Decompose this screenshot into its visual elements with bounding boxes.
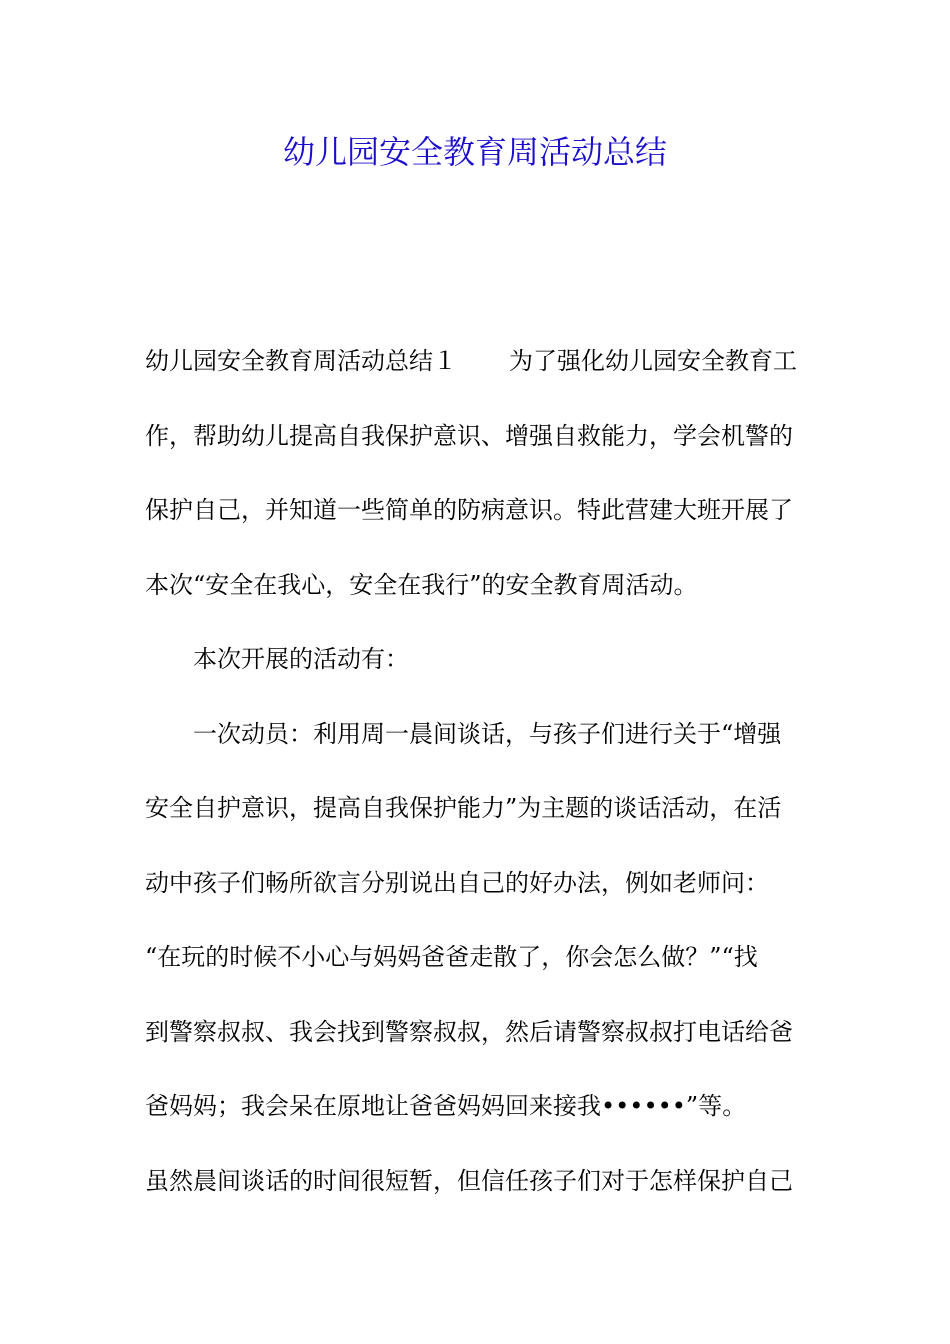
paragraph-line-10: 到警察叔叔、我会找到警察叔叔，然后请警察叔叔打电话给爸: [145, 1018, 793, 1046]
paragraph-line-8: 动中孩子们畅所欲言分别说出自己的好办法，例如老师问：: [145, 869, 769, 897]
paragraph-line-1: [145, 343, 835, 379]
paragraph-line-12: 虽然晨间谈话的时间很短暂，但信任孩子们对于怎样保护自己: [145, 1167, 793, 1195]
paragraph-line-6: 一次动员：利用周一晨间谈话，与孩子们进行关于“增强: [193, 720, 782, 748]
paragraph-line-4: 本次“安全在我心，安全在我行”的安全教育周活动。: [145, 571, 698, 599]
paragraph-line-9: “在玩的时候不小心与妈妈爸爸走散了，你会怎么做？”“找: [145, 943, 758, 971]
paragraph-line-7: 安全自护意识，提高自我保护能力”为主题的谈话活动，在活: [145, 794, 782, 822]
paragraph-line-11: 爸妈妈；我会呆在原地让爸爸妈妈回来接我••••••”等。: [145, 1092, 747, 1120]
section-heading: 幼儿园安全教育周活动总结１: [145, 347, 457, 375]
paragraph-line-2: 作，帮助幼儿提高自我保护意识、增强自救能力，学会机警的: [145, 422, 793, 450]
document-title: 幼儿园安全教育周活动总结: [282, 133, 667, 171]
paragraph-text: 为了强化幼儿园安全教育工: [509, 347, 797, 375]
paragraph-line-3: 保护自己，并知道一些简单的防病意识。特此营建大班开展了: [145, 496, 793, 524]
paragraph-line-5: 本次开展的活动有：: [193, 645, 409, 673]
